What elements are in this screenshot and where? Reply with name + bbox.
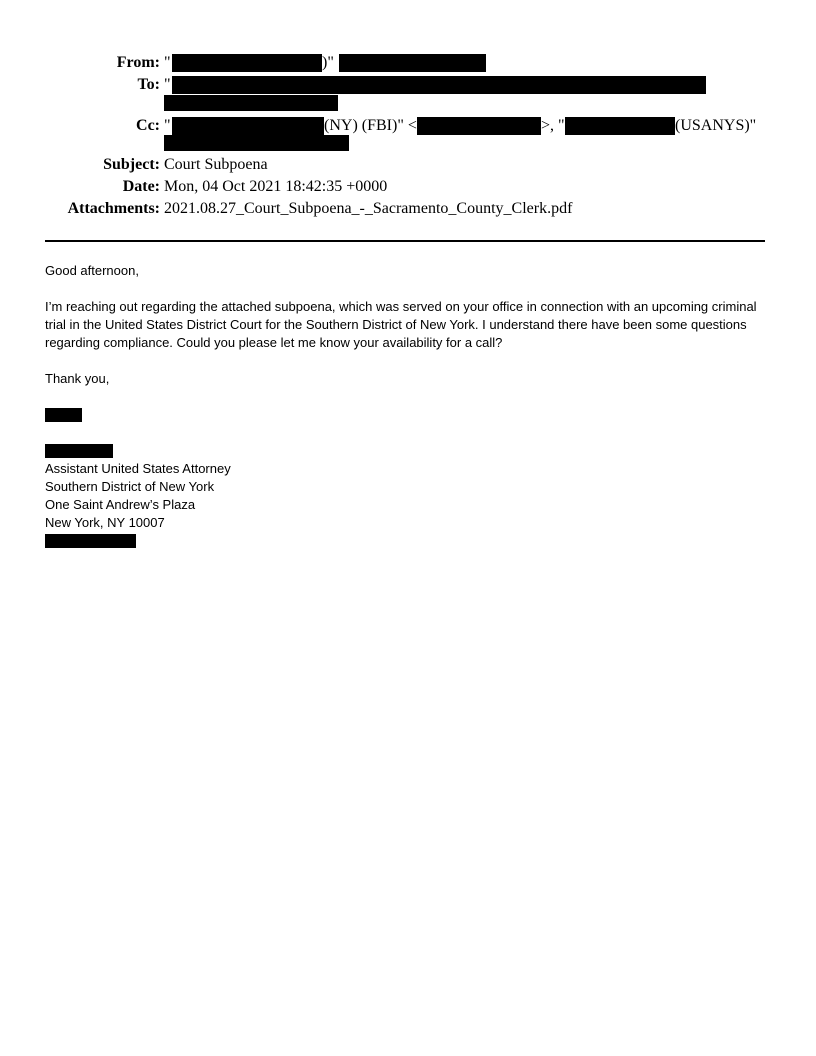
signature-office: Southern District of New York: [45, 479, 215, 494]
signature-address-line-2: New York, NY 10007: [45, 515, 165, 530]
cc-text-usanys: (USANYS)": [675, 117, 757, 134]
redaction-box: [164, 95, 338, 111]
redaction-box: [45, 444, 113, 458]
closing: Thank you,: [45, 371, 110, 386]
redaction-box: [164, 135, 349, 151]
redaction-box: [45, 534, 136, 548]
signature-address-line-1: One Saint Andrew’s Plaza: [45, 497, 196, 512]
cc-text-separator: >, ": [541, 117, 565, 134]
from-quote-open: ": [164, 54, 171, 71]
to-row-continued: [0, 95, 816, 117]
cc-row-continued: [0, 135, 816, 157]
redaction-box: [172, 76, 706, 94]
date-row: [0, 177, 816, 199]
cc-quote-open: ": [164, 117, 171, 134]
subject-label: Subject:: [103, 156, 160, 173]
to-row: [0, 75, 816, 97]
redaction-box: [339, 54, 486, 72]
redaction-box: [417, 117, 541, 135]
from-row: [0, 53, 816, 75]
redaction-box: [565, 117, 675, 135]
attachments-row: [0, 199, 816, 221]
header-divider: [45, 240, 765, 242]
subject-row: [0, 155, 816, 177]
to-quote-open: ": [164, 76, 171, 93]
attachment-filename[interactable]: 2021.08.27_Court_Subpoena_-_Sacramento_County_Clerk.pdf: [164, 200, 573, 217]
greeting: Good afternoon,: [45, 263, 139, 278]
signature-title: Assistant United States Attorney: [45, 461, 231, 476]
from-label: From:: [116, 54, 160, 71]
redaction-box: [45, 408, 82, 422]
attachments-label: Attachments:: [67, 200, 160, 217]
to-label: To:: [137, 76, 160, 93]
date-label: Date:: [122, 178, 160, 195]
date-value: Mon, 04 Oct 2021 18:42:35 +0000: [164, 178, 388, 195]
body-paragraph: I’m reaching out regarding the attached subpoena, which was served on your office in connection with an upcoming criminal trial in the United States District Court for the Southern District of New York. I understand there have been some questions regarding compliance. Could you please let me know your availability for a call?: [45, 299, 757, 350]
redaction-box: [172, 117, 324, 135]
cc-text-fbi: (NY) (FBI)" <: [324, 117, 417, 134]
signature: [45, 460, 231, 532]
cc-label: Cc:: [136, 117, 160, 134]
redaction-box: [172, 54, 322, 72]
subject-value: Court Subpoena: [164, 156, 268, 173]
from-quote-close: )": [322, 54, 334, 71]
